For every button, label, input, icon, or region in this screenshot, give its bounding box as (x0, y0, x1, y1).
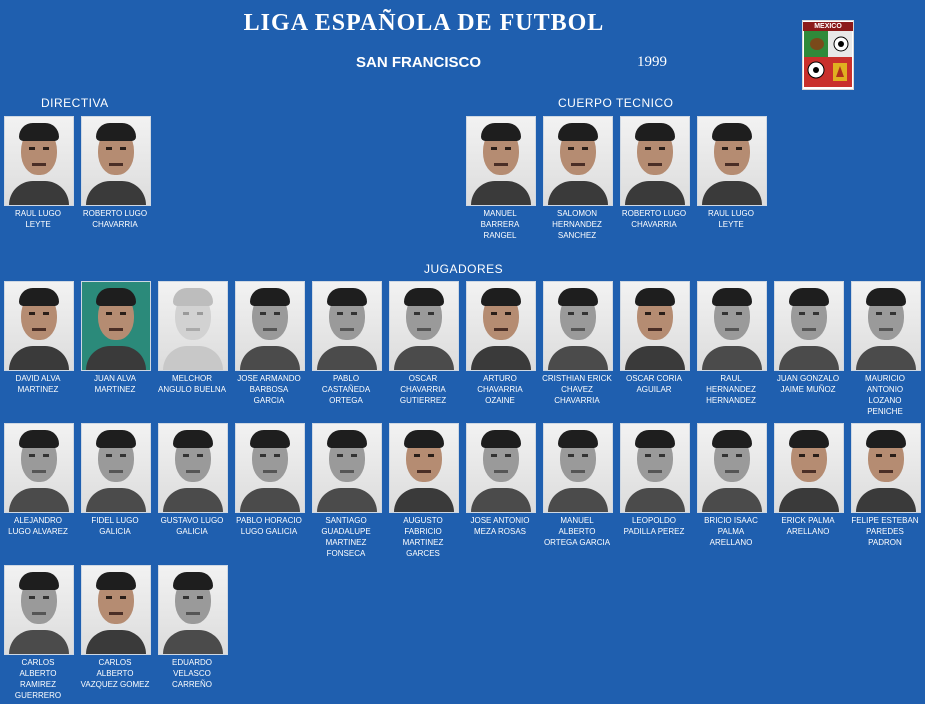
eagle-icon (808, 35, 826, 53)
portrait-photo (620, 116, 690, 206)
person-name: PABLO CASTAÑEDA ORTEGA (321, 374, 371, 405)
person-name: RAUL LUGO LEYTE (15, 209, 61, 229)
portrait-photo (4, 281, 74, 371)
person-card (81, 565, 151, 690)
person-card (389, 423, 459, 559)
person-card (158, 423, 228, 537)
person-card (466, 116, 536, 241)
portrait-photo (4, 565, 74, 655)
person-name: LEOPOLDO PADILLA PEREZ (623, 516, 685, 536)
portrait-photo (81, 423, 151, 513)
portrait-photo (81, 565, 151, 655)
person-card (620, 281, 690, 395)
soccer-ball-icon (832, 35, 850, 53)
portrait-photo (466, 281, 536, 371)
person-card (235, 423, 305, 537)
person-name: EDUARDO VELASCO CARREÑO (171, 658, 212, 689)
person-name: OSCAR CHAVARRIA GUTIERREZ (399, 374, 447, 405)
person-card (466, 423, 536, 537)
person-name: GUSTAVO LUGO GALICIA (160, 516, 224, 536)
portrait-photo (389, 423, 459, 513)
portrait-photo (774, 423, 844, 513)
person-card (81, 116, 151, 230)
season-year: 1999 (637, 54, 667, 70)
section-directiva: DIRECTIVA (41, 96, 109, 110)
person-name: FIDEL LUGO GALICIA (91, 516, 139, 536)
emblem-label: MEXICO (803, 22, 853, 31)
portrait-photo (697, 281, 767, 371)
person-name: PABLO HORACIO LUGO GALICIA (236, 516, 302, 536)
person-name: ROBERTO LUGO CHAVARRIA (82, 209, 148, 229)
person-card (4, 281, 74, 395)
person-card (4, 116, 74, 230)
person-name: ALEJANDRO LUGO ALVAREZ (8, 516, 68, 536)
portrait-photo (312, 281, 382, 371)
person-name: BRICIO ISAAC PALMA ARELLANO (704, 516, 758, 547)
person-card (543, 423, 613, 548)
person-card (697, 281, 767, 406)
person-card (312, 281, 382, 406)
person-card (851, 281, 921, 417)
person-name: CARLOS ALBERTO VAZQUEZ GOMEZ (80, 658, 150, 689)
person-name: SANTIAGO GUADALUPE MARTINEZ FONSECA (321, 516, 371, 558)
person-card (312, 423, 382, 559)
person-name: MANUEL BARRERA RANGEL (480, 209, 520, 240)
portrait-photo (158, 423, 228, 513)
person-card (158, 281, 228, 395)
portrait-photo (81, 281, 151, 371)
person-name: JOSE ARMANDO BARBOSA GARCIA (237, 374, 301, 405)
person-name: AUGUSTO FABRICIO MARTINEZ GARCES (402, 516, 444, 558)
mexico-emblem-logo (802, 20, 854, 90)
person-card (81, 423, 151, 537)
portrait-photo (466, 116, 536, 206)
portrait-photo (466, 423, 536, 513)
person-name: RAUL LUGO LEYTE (708, 209, 754, 229)
portrait-photo (158, 281, 228, 371)
person-name: ERICK PALMA ARELLANO (781, 516, 835, 536)
portrait-photo (543, 423, 613, 513)
section-cuerpo-tecnico: CUERPO TECNICO (558, 96, 674, 110)
person-name: ROBERTO LUGO CHAVARRIA (621, 209, 687, 229)
person-name: DAVID ALVA MARTINEZ (15, 374, 61, 394)
person-card (851, 423, 921, 548)
portrait-photo (158, 565, 228, 655)
person-name: JOSE ANTONIO MEZA ROSAS (470, 516, 530, 536)
portrait-photo (4, 116, 74, 206)
portrait-photo (81, 116, 151, 206)
person-card (158, 565, 228, 690)
person-card (774, 423, 844, 537)
portrait-photo (697, 423, 767, 513)
portrait-photo (697, 116, 767, 206)
portrait-photo (543, 281, 613, 371)
person-card (81, 281, 151, 395)
portrait-photo (543, 116, 613, 206)
portrait-photo (235, 423, 305, 513)
person-card (4, 423, 74, 537)
portrait-photo (235, 281, 305, 371)
person-name: MANUEL ALBERTO ORTEGA GARCIA (543, 516, 611, 547)
portrait-photo (4, 423, 74, 513)
person-card (466, 281, 536, 406)
person-name: MELCHOR ANGULO BUELNA (157, 374, 227, 394)
person-card (697, 423, 767, 548)
person-name: MAURICIO ANTONIO LOZANO PENICHE (865, 374, 905, 416)
person-name: ARTURO CHAVARRIA OZAINE (477, 374, 523, 405)
portrait-photo (312, 423, 382, 513)
portrait-photo (620, 281, 690, 371)
person-name: OSCAR CORIA AGUILAR (625, 374, 682, 394)
person-card (543, 281, 613, 406)
person-name: CARLOS ALBERTO RAMIREZ GUERRERO (14, 658, 62, 700)
person-name: SALOMON HERNANDEZ SANCHEZ (552, 209, 602, 240)
person-name: JUAN GONZALO JAIME MUÑOZ (776, 374, 840, 394)
person-card (620, 116, 690, 230)
person-card (697, 116, 767, 230)
portrait-photo (851, 423, 921, 513)
team-name: SAN FRANCISCO (356, 54, 482, 71)
person-name: CRISTHIAN ERICK CHAVEZ CHAVARRIA (542, 374, 612, 405)
lion-crest-icon (831, 61, 849, 83)
person-card (235, 281, 305, 406)
portrait-photo (389, 281, 459, 371)
person-card (4, 565, 74, 701)
portrait-photo (774, 281, 844, 371)
person-name: RAUL HERNANDEZ HERNANDEZ (706, 374, 756, 405)
soccer-ball-icon (807, 61, 825, 79)
section-jugadores: JUGADORES (424, 262, 504, 276)
person-name: JUAN ALVA MARTINEZ (94, 374, 136, 394)
person-name: FELIPE ESTEBAN PAREDES PADRON (851, 516, 919, 547)
page-title: LIGA ESPAÑOLA DE FUTBOL (243, 10, 605, 36)
person-card (620, 423, 690, 537)
portrait-photo (851, 281, 921, 371)
person-card (774, 281, 844, 395)
person-card (543, 116, 613, 241)
person-card (389, 281, 459, 406)
portrait-photo (620, 423, 690, 513)
